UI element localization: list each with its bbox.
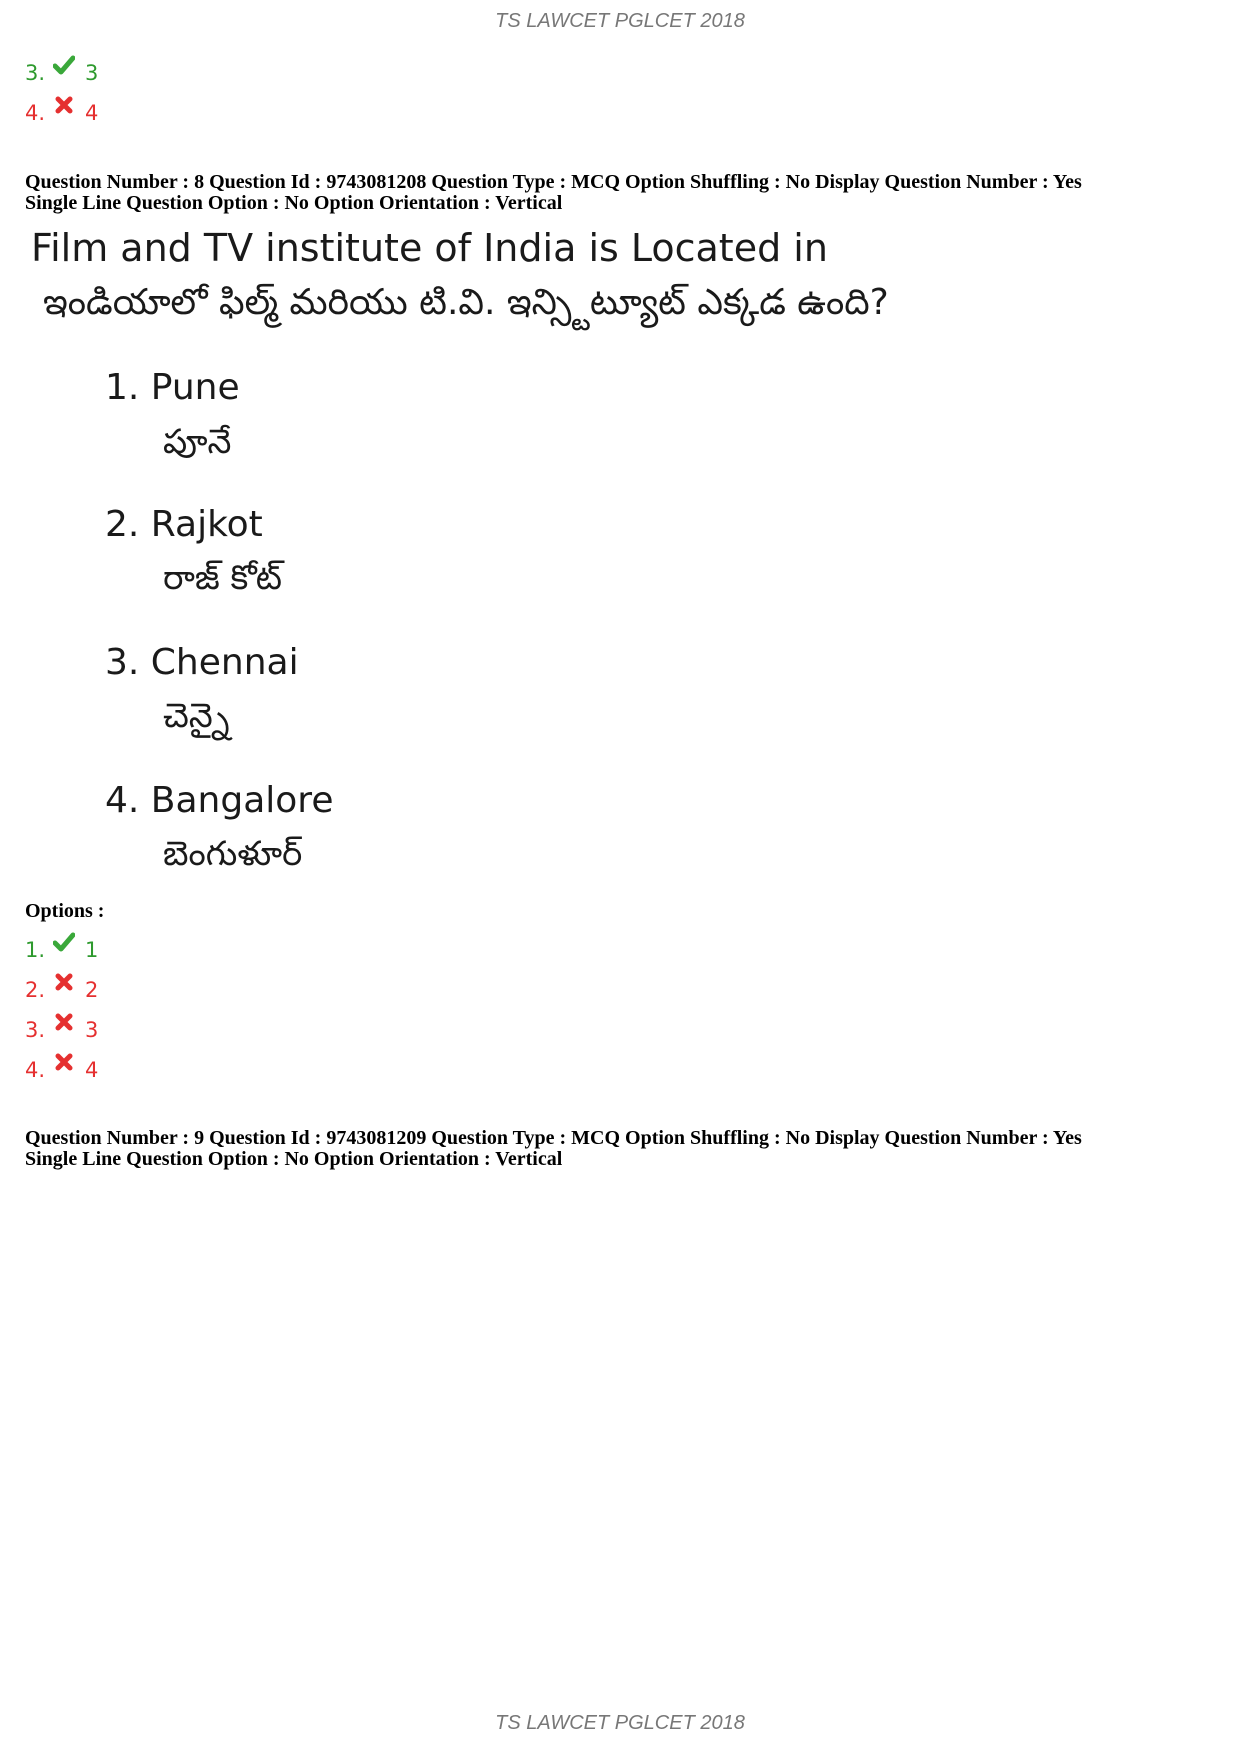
- choice-3-telugu: చెన్నై: [163, 696, 230, 736]
- option-4: [25, 1055, 98, 1085]
- choice-1-telugu: పూనే: [163, 422, 232, 462]
- question-text-english: Film and TV institute of India is Located in: [31, 226, 828, 270]
- question-meta-line: Question Number : 8 Question Id : 9743081208 Question Type : MCQ Option Shuffling : No Display Question Number : Yes: [25, 171, 1082, 193]
- option-number: 4.: [25, 101, 46, 125]
- question-8-image: [25, 222, 1085, 884]
- option-value: 1: [85, 938, 99, 962]
- check-icon: [53, 54, 75, 76]
- question-8-meta: [25, 172, 1225, 214]
- cross-icon: [53, 94, 75, 116]
- cross-icon: [53, 971, 75, 993]
- question-meta-line: Question Number : 9 Question Id : 9743081209 Question Type : MCQ Option Shuffling : No Display Question Number : Yes: [25, 1127, 1082, 1149]
- option-value: 4: [85, 101, 99, 125]
- page-footer: TS LAWCET PGLCET 2018: [495, 1712, 745, 1734]
- option-number: 3.: [25, 1018, 46, 1042]
- option-2: [25, 975, 98, 1005]
- option-number: 3.: [25, 61, 46, 85]
- option-number: 2.: [25, 978, 46, 1002]
- choice-2-english: 2. Rajkot: [105, 504, 263, 545]
- option-value: 3: [85, 61, 99, 85]
- option-value: 3: [85, 1018, 99, 1042]
- cross-icon: [53, 1011, 75, 1033]
- option-number: 4.: [25, 1058, 46, 1082]
- prev-option-4: [25, 98, 98, 128]
- choice-3-english: 3. Chennai: [105, 642, 299, 683]
- check-icon: [53, 931, 75, 953]
- question-text-telugu: ఇండియాలో ఫిల్మ్ మరియు టి.వి. ఇన్స్టిట్యూట్ ఎక్కడ ఉంది?: [43, 282, 889, 323]
- options-label: Options :: [25, 900, 105, 922]
- choice-2-telugu: రాజ్ కోట్: [163, 558, 282, 598]
- option-value: 2: [85, 978, 99, 1002]
- choice-4-english: 4. Bangalore: [105, 780, 334, 821]
- question-meta-line: Single Line Question Option : No Option Orientation : Vertical: [25, 192, 563, 214]
- option-3: [25, 1015, 98, 1045]
- question-meta-line: Single Line Question Option : No Option Orientation : Vertical: [25, 1148, 563, 1170]
- choice-1-english: 1. Pune: [105, 367, 240, 408]
- choice-4-telugu: బెంగుళూర్: [163, 834, 303, 874]
- page-header: TS LAWCET PGLCET 2018: [495, 10, 745, 32]
- question-9-meta: [25, 1128, 1225, 1170]
- cross-icon: [53, 1051, 75, 1073]
- option-value: 4: [85, 1058, 99, 1082]
- option-number: 1.: [25, 938, 46, 962]
- prev-option-3: [25, 58, 98, 88]
- option-1: [25, 935, 98, 965]
